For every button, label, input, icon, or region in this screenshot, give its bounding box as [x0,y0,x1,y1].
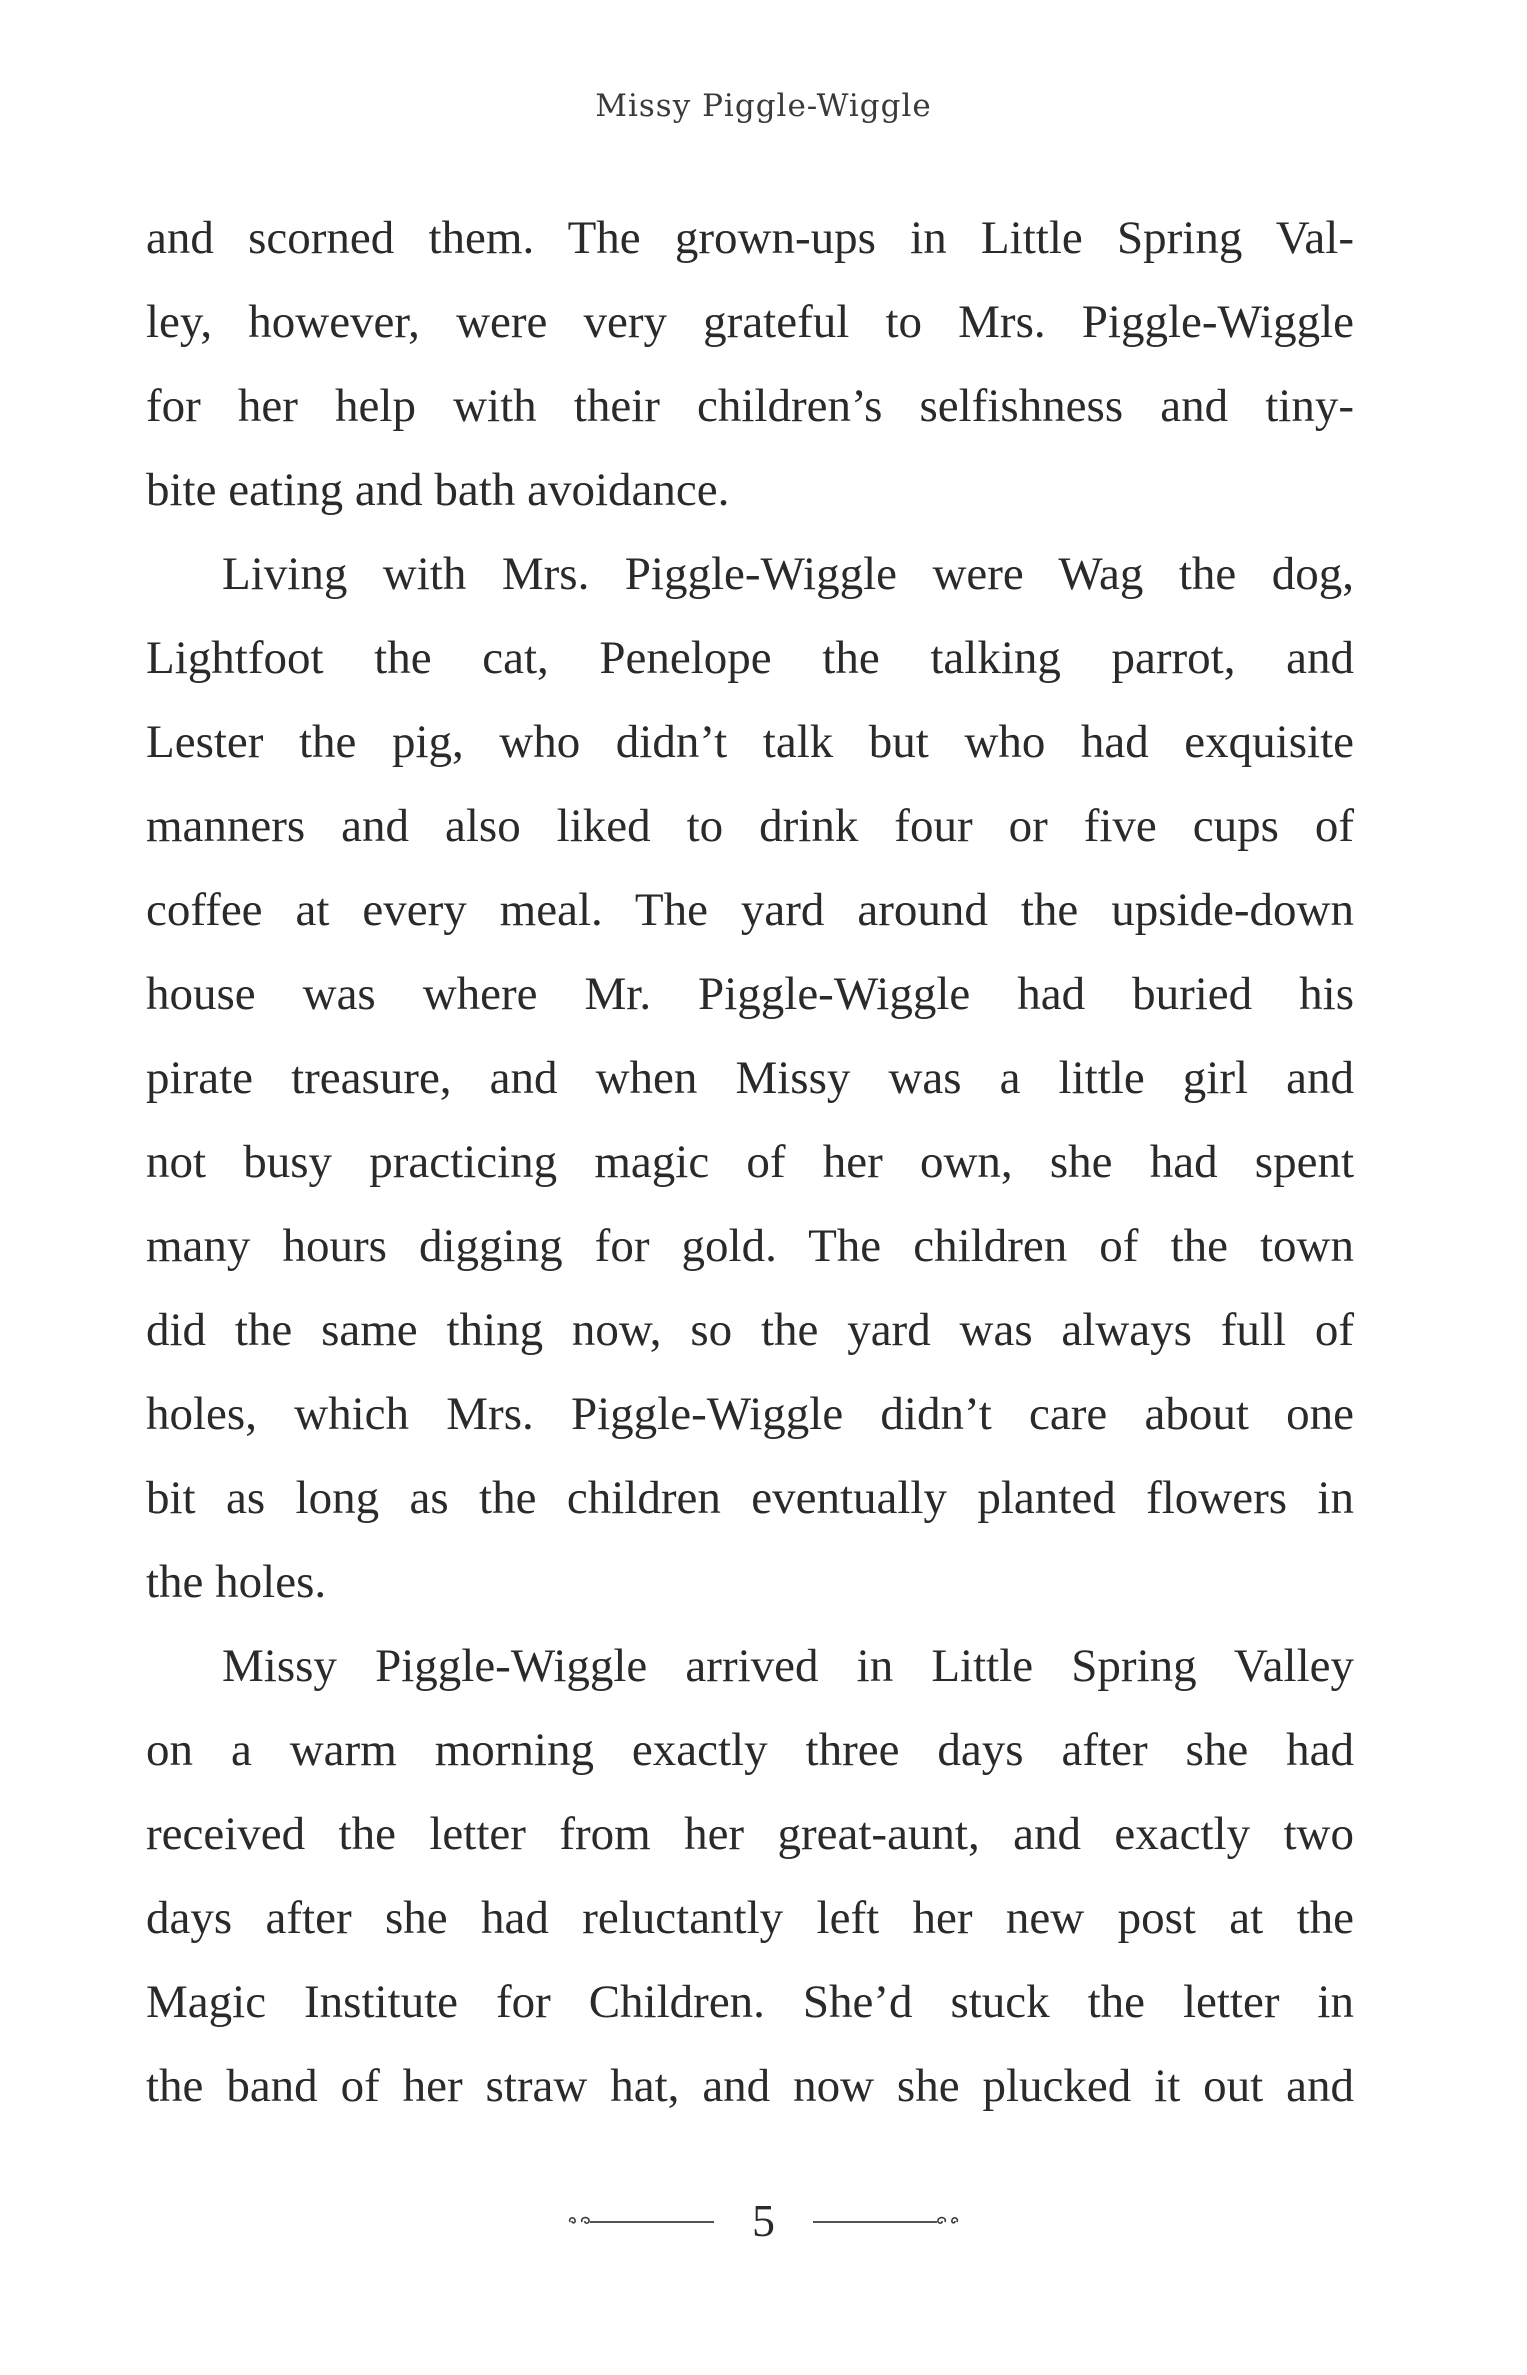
text-line: days after she had reluctantly left her new post at the [146,1892,1354,1944]
text-line: coffee at every meal. The yard around the upside-down [146,884,1354,936]
text-line: not busy practicing magic of her own, she had spent [146,1136,1354,1188]
body-text [146,196,1354,2128]
text-line: the band of her straw hat, and now she plucked it out and [146,2060,1354,2112]
running-head: Missy Piggle-Wiggle [595,88,932,124]
text-line: received the letter from her great-aunt, and exactly two [146,1808,1354,1860]
text-line: pirate treasure, and when Missy was a little girl and [146,1052,1354,1104]
text-line: Magic Institute for Children. She’d stuck the letter in [146,1976,1354,2028]
text-line: Living with Mrs. Piggle-Wiggle were Wag the dog, [222,548,1354,600]
text-line: and scorned them. The grown-ups in Little Spring Val- [146,212,1354,264]
text-line: holes, which Mrs. Piggle-Wiggle didn’t care about one [146,1388,1354,1440]
text-line: house was where Mr. Piggle-Wiggle had buried his [146,968,1354,1020]
left-flourish-icon [566,2210,716,2230]
page-number: 5 [752,2194,775,2246]
text-line: the holes. [146,1556,327,1608]
text-line: manners and also liked to drink four or five cups of [146,800,1354,852]
text-line: bit as long as the children eventually planted flowers in [146,1472,1354,1524]
text-line: on a warm morning exactly three days after she had [146,1724,1354,1776]
text-line: bite eating and bath avoidance. [146,464,730,516]
right-flourish-icon [811,2210,961,2230]
text-line: Lester the pig, who didn’t talk but who had exquisite [146,716,1354,768]
text-line: many hours digging for gold. The children of the town [146,1220,1354,1272]
page-footer [0,2190,1527,2250]
text-line: Missy Piggle-Wiggle arrived in Little Spring Valley [222,1640,1354,1692]
text-line: ley, however, were very grateful to Mrs. Piggle-Wiggle [146,296,1354,348]
text-line: Lightfoot the cat, Penelope the talking parrot, and [146,632,1354,684]
text-line: for her help with their children’s selfishness and tiny- [146,380,1354,432]
text-line: did the same thing now, so the yard was always full of [146,1304,1354,1356]
